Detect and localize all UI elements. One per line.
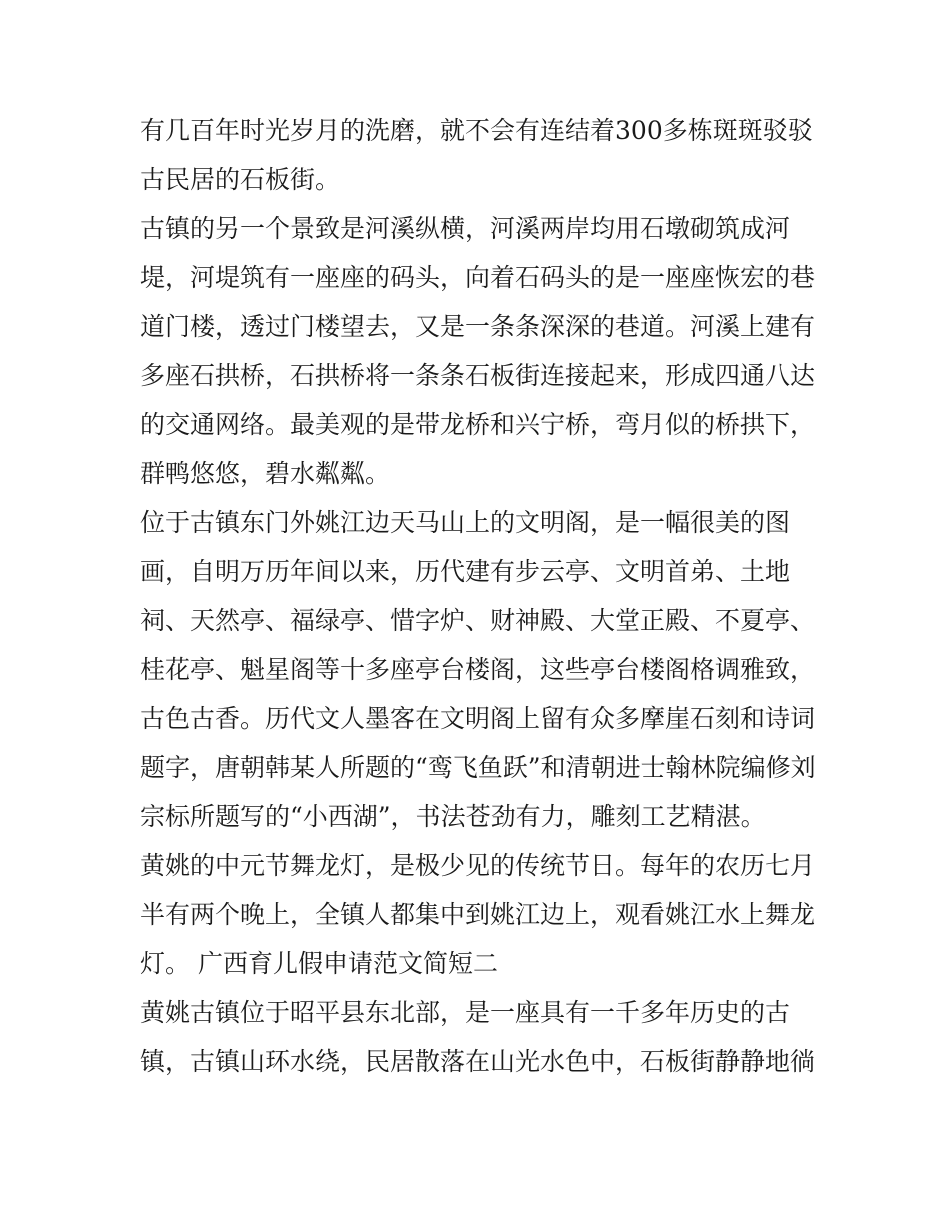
text-line: 题字，唐朝韩某人所题的“鸾飞鱼跃”和清朝进士翰林院编修刘 (140, 753, 816, 782)
text-line: 桂花亭、魁星阁等十多座亭台楼阁，这些亭台楼阁格调雅致， (140, 655, 816, 684)
document-body (140, 106, 820, 1086)
text-line: 多座石拱桥，石拱桥将一条条石板街连接起来，形成四通八达 (140, 361, 816, 390)
text-line: 古色古香。历代文人墨客在文明阁上留有众多摩崖石刻和诗词 (140, 704, 816, 733)
text-line: 祠、天然亭、福绿亭、惜字炉、财神殿、大堂正殿、不夏亭、 (140, 606, 816, 635)
text-line: 位于古镇东门外姚江边天马山上的文明阁，是一幅很美的图 (140, 508, 791, 537)
text-line: 的交通网络。最美观的是带龙桥和兴宁桥，弯月似的桥拱下， (140, 410, 816, 439)
text-line: 道门楼，透过门楼望去，又是一条条深深的巷道。河溪上建有 (140, 312, 816, 341)
text-line: 灯。 广西育儿假申请范文简短二 (140, 949, 498, 978)
text-line: 古镇的另一个景致是河溪纵横，河溪两岸均用石墩砌筑成河 (140, 214, 791, 243)
text-line: 黄姚的中元节舞龙灯，是极少见的传统节日。每年的农历七月 (140, 851, 816, 880)
text-line: 有几百年时光岁月的洗磨，就不会有连结着300多栋斑斑驳驳 (140, 116, 813, 145)
text-line: 镇，古镇山环水绕，民居散落在山光水色中，石板街静静地徜 (140, 1047, 816, 1076)
text-line: 黄姚古镇位于昭平县东北部，是一座具有一千多年历史的古 (140, 998, 791, 1027)
text-line: 群鸭悠悠，碧水粼粼。 (140, 459, 391, 488)
text-line: 画，自明万历年间以来，历代建有步云亭、文明首弟、土地 (140, 557, 791, 586)
text-line: 宗标所题写的“小西湖”，书法苍劲有力，雕刻工艺精湛。 (140, 802, 766, 831)
text-line: 堤，河堤筑有一座座的码头，向着石码头的是一座座恢宏的巷 (140, 263, 816, 292)
text-line: 半有两个晚上，全镇人都集中到姚江边上，观看姚江水上舞龙 (140, 900, 816, 929)
text-line: 古民居的石板街。 (140, 165, 341, 194)
